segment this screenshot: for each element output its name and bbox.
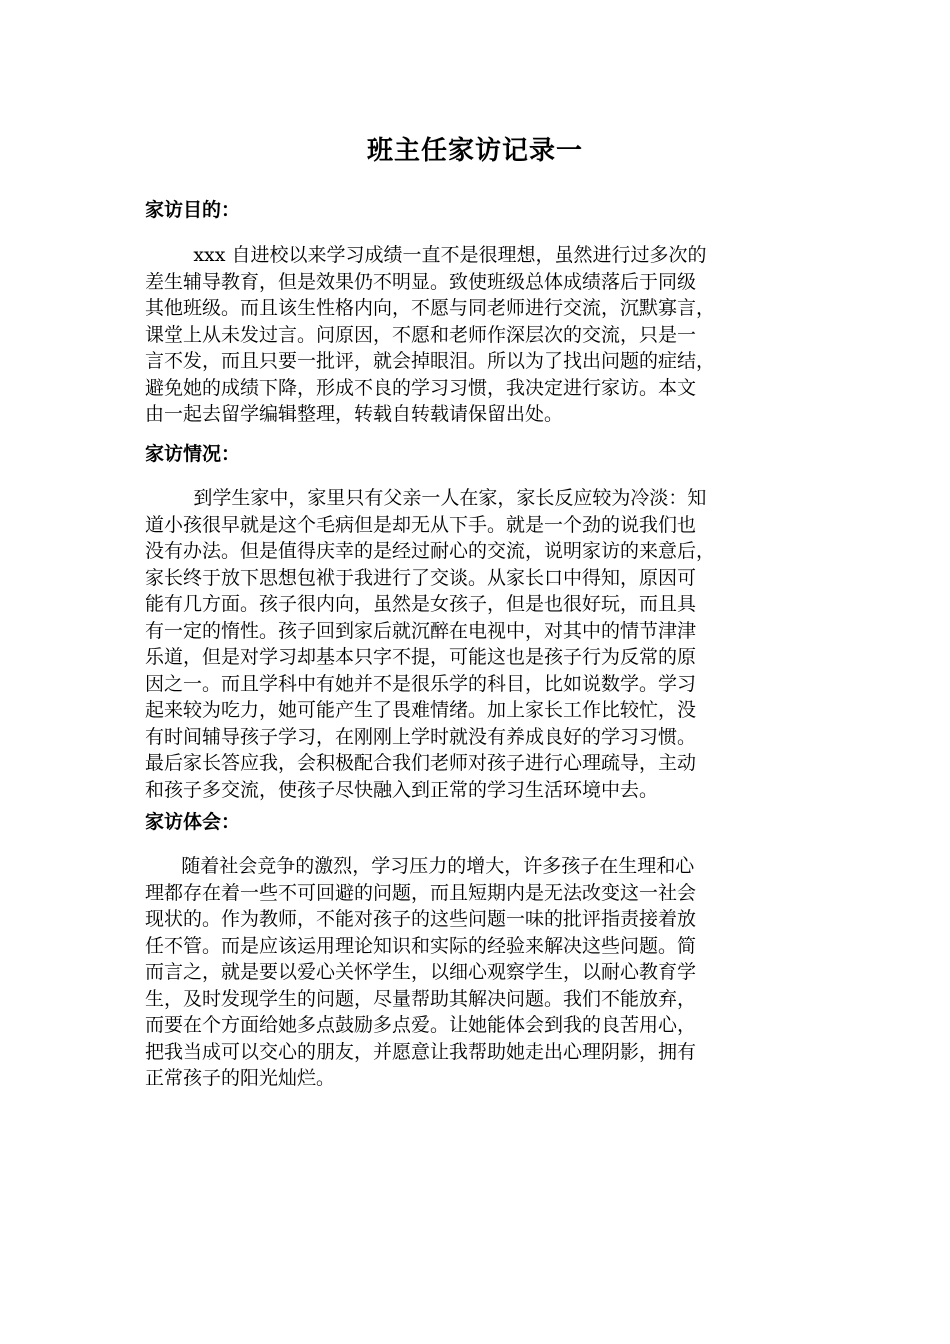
paragraph-line: 课堂上从未发过言。问原因，不愿和老师作深层次的交流，只是一 [145,323,697,346]
paragraph-line: 最后家长答应我，会积极配合我们老师对孩子进行心理疏导，主动 [145,752,697,774]
paragraph-line: 有一定的惰性。孩子回到家后就沉醉在电视中，对其中的情节津津 [145,619,697,642]
paragraph-line: 道小孩很早就是这个毛病但是却无从下手。就是一个劲的说我们也 [145,513,697,536]
section-heading-situation: 家访情况： [145,443,241,465]
paragraph-line: 家长终于放下思想包袱于我进行了交谈。从家长口中得知，原因可 [145,566,697,589]
paragraph-line: 而言之，就是要以爱心关怀学生，以细心观察学生，以耐心教育学 [145,961,697,983]
paragraph-line: 现状的。作为教师，不能对孩子的这些问题一味的批评指责接着放 [145,908,697,930]
section-heading-reflection: 家访体会： [145,811,241,833]
paragraph-line: 由一起去留学编辑整理，转载自转载请保留出处。 [145,403,564,425]
section-heading-purpose: 家访目的： [145,199,241,221]
paragraph-line: 起来较为吃力，她可能产生了畏难情绪。加上家长工作比较忙，没 [145,699,697,721]
paragraph-line: 正常孩子的阳光灿烂。 [145,1067,336,1089]
paragraph-line: 其他班级。而且该生性格内向，不愿与同老师进行交流，沉默寡言， [145,297,716,319]
paragraph-line: 而要在个方面给她多点鼓励多点爱。让她能体会到我的良苦用心， [145,1014,697,1036]
paragraph-reflection [145,853,805,1092]
paragraph-line: xxx 自进校以来学习成绩一直不是很理想，虽然进行过多次的 [145,244,707,266]
paragraph-purpose [145,242,805,428]
paragraph-line: 因之一。而且学科中有她并不是很乐学的科目，比如说数学。学习 [145,672,697,695]
paragraph-line: 能有几方面。孩子很内向，虽然是女孩子，但是也很好玩，而且具 [145,593,697,615]
paragraph-line: 乐道，但是对学习却基本只字不提，可能这也是孩子行为反常的原 [145,646,697,668]
paragraph-situation [145,485,805,803]
paragraph-line: 任不管。而是应该运用理论知识和实际的经验来解决这些问题。简 [145,934,697,957]
paragraph-line: 避免她的成绩下降，形成不良的学习习惯，我决定进行家访。本文 [145,376,697,399]
paragraph-line: 差生辅导教育，但是效果仍不明显。致使班级总体成绩落后于同级 [145,270,697,293]
paragraph-line: 理都存在着一些不可回避的问题，而且短期内是无法改变这一社会 [145,881,697,904]
paragraph-line: 到学生家中，家里只有父亲一人在家，家长反应较为冷淡：知 [145,487,707,509]
document-title: 班主任家访记录一 [366,136,583,166]
paragraph-line: 没有办法。但是值得庆幸的是经过耐心的交流，说明家访的来意后， [145,540,716,562]
paragraph-line: 把我当成可以交心的朋友，并愿意让我帮助她走出心理阴影，拥有 [145,1040,697,1063]
paragraph-line: 言不发，而且只要一批评，就会掉眼泪。所以为了找出问题的症结， [145,350,716,372]
paragraph-line: 生，及时发现学生的问题，尽量帮助其解决问题。我们不能放弃， [145,987,697,1010]
paragraph-line: 有时间辅导孩子学习，在刚刚上学时就没有养成良好的学习习惯。 [145,725,697,748]
paragraph-line: 随着社会竞争的激烈，学习压力的增大，许多孩子在生理和心 [145,855,695,877]
paragraph-line: 和孩子多交流，使孩子尽快融入到正常的学习生活环境中去。 [145,778,659,801]
